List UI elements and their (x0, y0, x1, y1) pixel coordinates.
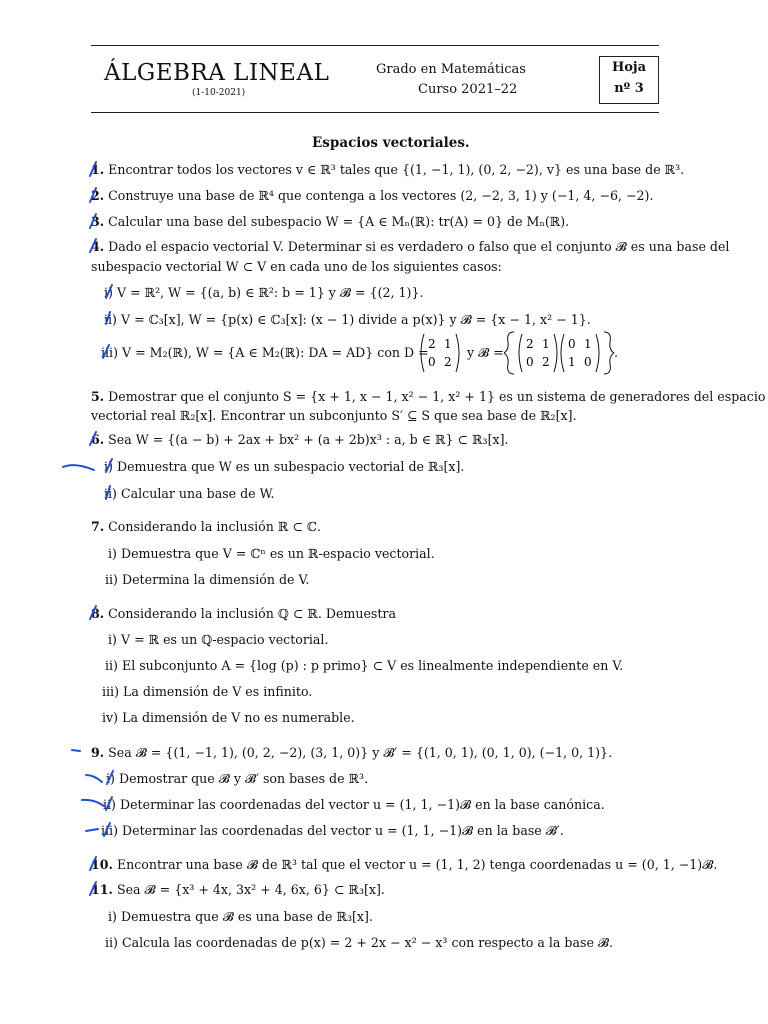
matrix-cell: 1 (444, 337, 452, 351)
item-label: iii) (101, 345, 118, 360)
matrix-cell: 2 (444, 355, 452, 369)
matrix-cell: 1 (568, 355, 576, 369)
tick-mark-4 (90, 239, 96, 252)
tick-mark-6ii (106, 486, 110, 499)
item-text: Demuestra que 𝓑 es una base de ℝ₃[x]. (120, 909, 373, 924)
dash-mark-9iii (86, 829, 98, 831)
exercise-text: Sea W = {(a − b) + 2ax + bx² + (a + 2b)x³ : a, b ∈ ℝ} ⊂ ℝ₃[x]. (108, 432, 509, 447)
exercise-number: 11. (91, 882, 113, 897)
exercise-number: 6. (91, 432, 105, 447)
item-text: V = ℂ₃[x], W = {p(x) ∈ ℂ₃[x]: (x − 1) divide a p(x)} y 𝓑 = {x − 1, x² − 1}. (121, 312, 591, 327)
exercise-number: 3. (91, 214, 105, 229)
exercise-number: 7. (91, 519, 105, 534)
item-label: ii) (103, 797, 116, 812)
exercise-number: 2. (91, 188, 105, 203)
item-text: Demostrar que 𝓑 y 𝓑′ son bases de ℝ³. (118, 771, 369, 786)
tick-mark-9iii (104, 823, 110, 836)
matrix-cell: 0 (428, 355, 436, 369)
dash-mark-6i (63, 465, 94, 470)
exercise-text: Dado el espacio vectorial V. Determinar si es verdadero o falso que el conjunto 𝓑 es una base del (108, 239, 730, 254)
item-text: La dimensión de V es infinito. (123, 684, 313, 699)
item-label: i) (104, 285, 113, 300)
item-text: V = M₂(ℝ), W = {A ∈ M₂(ℝ): DA = AD} con D = (122, 345, 429, 360)
item-text: El subconjunto A = {log (p) : p primo} ⊂ V es linealmente independiente en V. (122, 658, 624, 673)
item-label: i) (106, 771, 115, 786)
tick-mark-3 (90, 214, 96, 228)
exercise-text: Demostrar que el conjunto S = {x + 1, x − 1, x² − 1, x² + 1} es un sistema de generadores del espacio (108, 389, 766, 404)
exercise-number: 8. (91, 606, 105, 621)
item-label: iii) (102, 684, 119, 699)
tick-mark-4i (106, 285, 112, 298)
item-label: i) (108, 632, 117, 647)
exercise-number: 1. (91, 162, 105, 177)
item-label: ii) (104, 312, 117, 327)
item-text: V = ℝ es un ℚ-espacio vectorial. (120, 632, 329, 647)
exercise-text: Considerando la inclusión ℚ ⊂ ℝ. Demuestra (108, 606, 396, 621)
tick-mark-6i (106, 459, 112, 472)
exercise-4-continued: subespacio vectorial W ⊂ V en cada uno de los siguientes casos: (91, 259, 502, 274)
item-label: iii) (101, 823, 118, 838)
item-label: i) (108, 909, 117, 924)
tick-mark-4ii (106, 312, 110, 324)
item-text: La dimensión de V no es numerable. (122, 710, 355, 725)
item-label: ii) (105, 658, 118, 673)
tick-mark-1 (90, 162, 96, 176)
page-title: ÁLGEBRA LINEAL (104, 60, 330, 86)
item-text: Calcular una base de W. (121, 486, 275, 501)
item-text: Calcula las coordenadas de p(x) = 2 + 2x − x² − x³ con respecto a la base 𝓑. (122, 935, 614, 950)
dash-mark-9 (72, 750, 80, 751)
course-label: Curso 2021–22 (418, 82, 518, 97)
item-label: i) (104, 459, 113, 474)
exercise-text: Construye una base de ℝ⁴ que contenga a los vectores (2, −2, 3, 1) y (−1, 4, −6, −2). (108, 188, 654, 203)
item-text: Demuestra que W es un subespacio vectorial de ℝ₃[x]. (116, 459, 465, 474)
item-text: Determinar las coordenadas del vector u = (1, 1, −1)𝓑 en la base canónica. (120, 797, 605, 812)
sheet-number: nº 3 (614, 81, 644, 96)
exercise-text: Encontrar todos los vectores v ∈ ℝ³ tales que {(1, −1, 1), (0, 2, −2), v} es una base de ℝ³. (108, 162, 685, 177)
tick-mark-11 (90, 882, 96, 895)
date-label: (1-10-2021) (192, 88, 246, 98)
item-text: Determina la dimensión de V. (122, 572, 310, 587)
sheet-label: Hoja (611, 60, 647, 75)
item-label: ii) (105, 572, 118, 587)
matrix-cell: 0 (526, 355, 534, 369)
tick-mark-10 (90, 857, 96, 870)
matrix-cell: 2 (428, 337, 436, 351)
exercise-5-continued: vectorial real ℝ₂[x]. Encontrar un subconjunto S′ ⊆ S que sea base de ℝ₂[x]. (91, 408, 577, 423)
exercise-number: 5. (91, 389, 105, 404)
tick-mark-9ii (106, 797, 112, 810)
exercise-text: Encontrar una base 𝓑 de ℝ³ tal que el vector u = (1, 1, 2) tenga coordenadas u = (0, 1, −1)𝓑. (116, 857, 718, 872)
tick-mark-2 (90, 188, 96, 202)
tick-mark-9i (107, 771, 113, 784)
exercise-text: Sea 𝓑 = {(1, −1, 1), (0, 2, −2), (3, 1, 0)} y 𝓑′ = {(1, 0, 1), (0, 1, 0), (−1, 0, 1)}. (108, 745, 613, 760)
matrix-cell: 2 (526, 337, 534, 351)
dash-mark-9i (86, 775, 102, 782)
exercise-4-item-iii-end: . (614, 345, 619, 360)
exercise-number: 10. (91, 857, 113, 872)
tick-mark-4iii (103, 345, 109, 358)
tick-mark-6 (90, 432, 96, 445)
item-text: Demuestra que V = ℂⁿ es un ℝ-espacio vectorial. (120, 546, 435, 561)
exercise-text: Considerando la inclusión ℝ ⊂ ℂ. (108, 519, 321, 534)
matrix-cell: 1 (542, 337, 550, 351)
exercise-4-item-iii-mid: y 𝓑 = (467, 345, 504, 360)
item-label: i) (108, 546, 117, 561)
exercise-number: 9. (91, 745, 105, 760)
dash-mark-9ii (82, 800, 104, 806)
item-label: iv) (102, 710, 119, 725)
item-label: ii) (105, 935, 118, 950)
item-text: Determinar las coordenadas del vector u = (1, 1, −1)𝓑 en la base 𝓑′. (122, 823, 564, 838)
item-text: V = ℝ², W = {(a, b) ∈ ℝ²: b = 1} y 𝓑 = {(2, 1)}. (116, 285, 424, 300)
matrix-cell: 0 (568, 337, 576, 351)
degree-label: Grado en Matemáticas (376, 62, 526, 77)
exercise-number: 4. (91, 239, 105, 254)
section-title: Espacios vectoriales. (312, 135, 470, 151)
exercise-text: Sea 𝓑 = {x³ + 4x, 3x² + 4, 6x, 6} ⊂ ℝ₃[x]. (116, 882, 385, 897)
matrix-cell: 1 (584, 337, 592, 351)
item-label: ii) (104, 486, 117, 501)
tick-mark-8 (90, 606, 96, 619)
matrix-cell: 2 (542, 355, 550, 369)
exercise-text: Calcular una base del subespacio W = {A ∈ Mₙ(ℝ): tr(A) = 0} de Mₙ(ℝ). (108, 214, 570, 229)
matrix-cell: 0 (584, 355, 592, 369)
